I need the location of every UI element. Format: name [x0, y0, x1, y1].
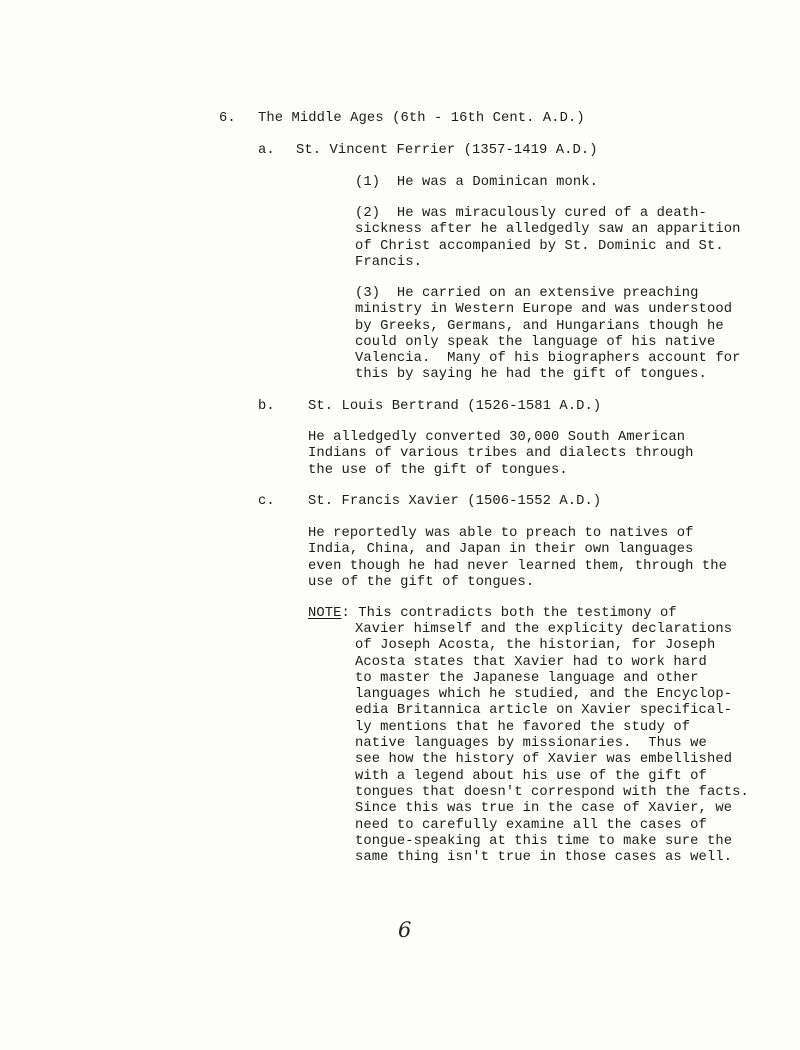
note-line: with a legend about his use of the gift of: [355, 768, 707, 784]
point-line: Valencia. Many of his biographers account for: [355, 351, 741, 367]
point-line: Francis.: [355, 254, 423, 270]
body-line: He alledgedly converted 30,000 South American: [308, 430, 686, 445]
item-a-marker: a.: [258, 143, 275, 158]
point-line: (1) He was a Dominican monk.: [355, 175, 599, 190]
note-first-line: [308, 606, 677, 622]
note-line: of Joseph Acosta, the historian, for Joseph: [355, 638, 716, 654]
note-line: edia Britannica article on Xavier specifical-: [355, 703, 733, 719]
item-b-marker: b.: [258, 399, 275, 414]
point-line: could only speak the language of his native: [355, 334, 716, 350]
point-line: of Christ accompanied by St. Dominic and St.: [355, 238, 724, 254]
item-c-marker: c.: [258, 494, 275, 509]
item-a-point-3: [355, 286, 740, 384]
point-line: ministry in Western Europe and was understood: [355, 302, 733, 318]
body-line: use of the gift of tongues.: [308, 574, 535, 590]
note-line: need to carefully examine all the cases of: [355, 817, 707, 833]
body-line: even though he had never learned them, through the: [308, 558, 727, 574]
note-label: NOTE: [308, 606, 342, 621]
note-line: Since this was true in the case of Xavier, we: [355, 801, 733, 817]
body-line: Indians of various tribes and dialects through: [308, 446, 694, 462]
item-a-point-1: [355, 175, 598, 191]
note-line: same thing isn't true in those cases as well.: [355, 850, 733, 866]
note-line: ly mentions that he favored the study of: [355, 719, 691, 735]
point-line: (2) He was miraculously cured of a death-: [355, 206, 707, 221]
item-b-body: [308, 430, 693, 479]
note-body: [355, 622, 749, 866]
item-a-heading: St. Vincent Ferrier (1357-1419 A.D.): [296, 143, 598, 158]
point-line: sickness after he alledgedly saw an apparition: [355, 222, 741, 238]
note-first-text: : This contradicts both the testimony of: [341, 606, 677, 621]
note-line: Acosta states that Xavier had to work hard: [355, 654, 707, 670]
note-line: Xavier himself and the explicity declarations: [355, 622, 733, 637]
body-line: the use of the gift of tongues.: [308, 462, 568, 478]
page-number: 6: [398, 918, 412, 942]
note-line: native languages by missionaries. Thus we: [355, 736, 707, 752]
item-b-heading: St. Louis Bertrand (1526-1581 A.D.): [308, 399, 602, 414]
body-line: He reportedly was able to preach to natives of: [308, 526, 694, 541]
section-number: 6.: [219, 111, 236, 126]
note-line: see how the history of Xavier was embellished: [355, 752, 733, 768]
section-title: The Middle Ages (6th - 16th Cent. A.D.): [258, 111, 585, 126]
note-line: languages which he studied, and the Encyclop-: [355, 687, 733, 703]
note-line: tongues that doesn't correspond with the facts.: [355, 784, 749, 800]
body-line: India, China, and Japan in their own languages: [308, 542, 694, 558]
item-c-heading: St. Francis Xavier (1506-1552 A.D.): [308, 494, 602, 509]
point-line: by Greeks, Germans, and Hungarians though he: [355, 318, 724, 334]
note-line: tongue-speaking at this time to make sure the: [355, 833, 733, 849]
item-c-body: [308, 526, 727, 591]
point-line: this by saying he had the gift of tongues.: [355, 367, 707, 383]
point-line: (3) He carried on an extensive preaching: [355, 286, 699, 301]
note-line: to master the Japanese language and other: [355, 670, 699, 686]
item-a-point-2: [355, 206, 740, 271]
